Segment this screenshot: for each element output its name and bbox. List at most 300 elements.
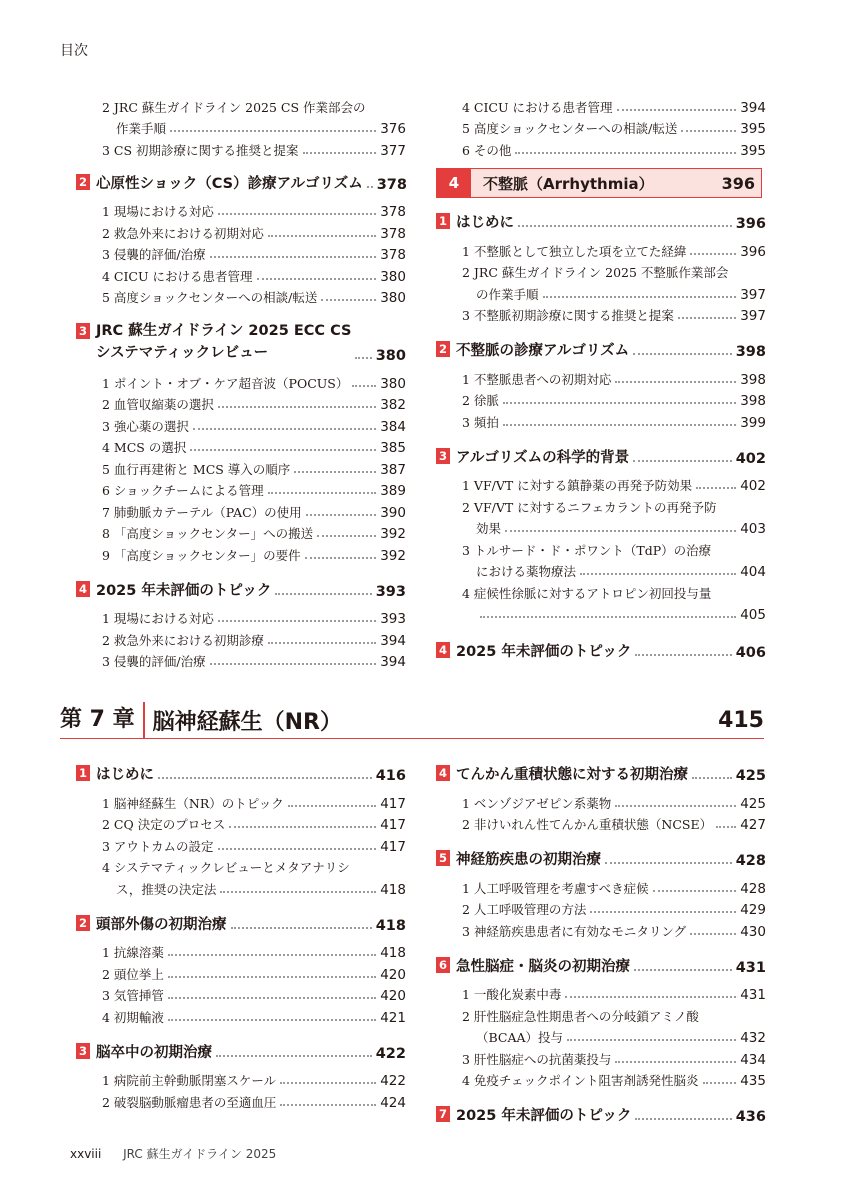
toc-section[interactable] [436, 445, 766, 467]
leader-dots [218, 405, 376, 408]
toc-item-text: 5 高度ショックセンターへの相談/転送 [462, 121, 678, 136]
toc-item-page: 417 [380, 795, 406, 812]
section-title: 心原性ショック（CS）診療アルゴリズム [96, 175, 363, 192]
leader-dots [633, 352, 732, 355]
toc-item[interactable] [436, 473, 766, 495]
leader-dots [317, 534, 376, 537]
toc-item-text: 2 肝性脳症急性期患者への分岐鎖アミノ酸 [462, 1008, 699, 1024]
leader-dots [168, 953, 376, 956]
toc-section[interactable] [76, 1040, 406, 1062]
toc-item-page: 378 [380, 204, 406, 220]
chapter-title: 不整脈（Arrhythmia） [483, 174, 654, 193]
toc-item-text: 1 ポイント・オブ・ケア超音波（POCUS） [102, 375, 349, 391]
leader-dots [505, 529, 736, 532]
section-title: てんかん重積状態に対する初期治療 [456, 767, 688, 783]
leader-dots [168, 1018, 376, 1021]
leader-dots [231, 926, 372, 929]
section-page: 431 [735, 959, 766, 976]
section-page: 406 [735, 645, 766, 661]
toc-item-group [76, 94, 406, 159]
toc-item-group [76, 199, 406, 307]
section-title-line1: JRC 蘇生ガイドライン 2025 ECC CS [96, 323, 352, 339]
toc-item[interactable] [76, 456, 406, 478]
toc-item-page: 377 [380, 142, 406, 159]
toc-item[interactable] [76, 1004, 406, 1026]
toc-item[interactable] [436, 1046, 766, 1068]
toc-item[interactable] [436, 303, 766, 325]
chapter-7-heading[interactable] [60, 702, 764, 739]
toc-item-text: 2 血管収縮薬の選択 [102, 397, 214, 412]
toc-item-page: 424 [380, 1094, 406, 1111]
toc-item[interactable] [76, 833, 406, 855]
toc-item-page: 431 [740, 987, 766, 1003]
toc-item-page: 428 [740, 880, 766, 897]
toc-item[interactable] [76, 285, 406, 307]
leader-dots [634, 968, 732, 971]
toc-item-page: 395 [740, 142, 766, 159]
leader-dots [367, 185, 373, 188]
leader-dots [605, 861, 732, 864]
toc-item-page: 394 [740, 99, 766, 116]
toc-item-text: 3 トルサード・ド・ポワント（TdP）の治療 [462, 542, 712, 558]
chapter-page: 415 [718, 707, 764, 733]
leader-dots [321, 298, 376, 301]
toc-item-text: 8 「高度ショックセンター」への搬送 [102, 526, 314, 541]
leader-dots [257, 277, 377, 280]
toc-item-text: 2 人工呼吸管理の方法 [462, 902, 587, 917]
section-page: 396 [735, 216, 766, 232]
toc-item-page: 384 [380, 418, 406, 435]
leader-dots [518, 224, 732, 227]
toc-item[interactable] [436, 897, 766, 919]
toc-item-text: 4 システマティックレビューとメタアナリシ [102, 860, 350, 875]
section-title: 頭部外傷の初期治療 [96, 916, 227, 933]
toc-item-group [436, 473, 766, 624]
leader-dots [617, 108, 737, 111]
leader-dots [716, 825, 736, 828]
leader-dots [690, 932, 736, 935]
toc-item[interactable] [76, 627, 406, 649]
toc-item[interactable] [76, 478, 406, 500]
toc-item-text: 2 救急外来における初期診療 [102, 632, 264, 648]
toc-item-text: ス，推奨の決定法 [116, 881, 217, 897]
section-number-badge: 3 [76, 1043, 90, 1059]
toc-item[interactable] [76, 855, 406, 877]
toc-item[interactable] [436, 982, 766, 1004]
toc-item[interactable] [436, 94, 766, 116]
leader-dots [633, 459, 732, 462]
leader-dots [170, 129, 376, 132]
toc-item[interactable] [76, 199, 406, 221]
section-page: 422 [375, 1045, 406, 1062]
leader-dots [193, 427, 376, 430]
toc-item-text: 2 JRC 蘇生ガイドライン 2025 不整脈作業部会 [462, 265, 729, 280]
toc-item-page: 398 [740, 393, 766, 409]
section-page: 393 [375, 583, 406, 600]
chapter-label: 第 7 章 [60, 702, 145, 738]
section-page: 378 [376, 176, 407, 193]
toc-item-page: 393 [380, 611, 406, 627]
toc-item-text: 2 破裂脳動脈瘤患者の至適血圧 [102, 1094, 277, 1110]
section-title: 不整脈の診療アルゴリズム [456, 343, 630, 359]
section-title: はじめに [96, 767, 154, 783]
toc-item-text: （BCAA）投与 [476, 1030, 564, 1045]
toc-item-group [76, 1068, 406, 1111]
toc-item-text: 1 不整脈患者への初期対応 [462, 371, 612, 387]
section-title [96, 320, 351, 364]
leader-dots [220, 890, 376, 893]
toc-section[interactable] [436, 954, 766, 976]
leader-dots [615, 1060, 736, 1063]
toc-item-text: 2 頭位挙上 [102, 966, 164, 982]
toc-section[interactable] [76, 320, 406, 364]
toc-item-text: 6 ショックチームによる管理 [102, 483, 264, 498]
toc-item-text: 3 侵襲的評価/治療 [102, 654, 206, 669]
toc-item-page: 403 [740, 521, 766, 537]
section-page: 402 [735, 450, 766, 467]
toc-item-page: 380 [380, 290, 406, 306]
toc-item-text: 3 強心薬の選択 [102, 418, 189, 434]
toc-item[interactable] [436, 790, 766, 812]
toc-item-text: 2 VF/VT に対するニフェカラントの再発予防 [462, 499, 717, 515]
toc-column-left-top [76, 94, 406, 670]
toc-item[interactable] [436, 1025, 766, 1047]
toc-item-page: 417 [380, 838, 406, 855]
leader-dots [229, 825, 376, 828]
toc-item-text: 3 アウトカムの設定 [102, 838, 214, 854]
toc-item-text: 効果 [476, 521, 502, 536]
toc-item-group [436, 366, 766, 431]
toc-item[interactable] [436, 918, 766, 940]
toc-item-text: 1 現場における対応 [102, 204, 214, 219]
toc-item-text: 3 頻拍 [462, 414, 499, 430]
toc-section[interactable] [76, 912, 406, 934]
toc-item-text: 1 VF/VT に対する鎮静薬の再発予防効果 [462, 478, 693, 493]
toc-item-page: 399 [740, 414, 766, 431]
toc-item-page: 418 [380, 945, 406, 961]
section-number-badge: 4 [436, 765, 450, 781]
toc-item-text: 1 人工呼吸管理を考慮すべき症候 [462, 880, 649, 896]
leader-dots [168, 996, 376, 999]
toc-column-right-chapter4 [436, 210, 766, 661]
toc-item-page: 390 [380, 504, 406, 521]
toc-item[interactable] [76, 940, 406, 962]
toc-section[interactable] [436, 210, 766, 232]
leader-dots [210, 255, 377, 258]
chapter-page: 396 [721, 173, 755, 193]
toc-item[interactable] [76, 812, 406, 834]
toc-item[interactable] [436, 875, 766, 897]
toc-item-text: 3 神経筋疾患患者に有効なモニタリング [462, 923, 687, 939]
leader-dots [268, 641, 376, 644]
leader-dots [210, 662, 377, 665]
toc-item-text: 1 不整脈として独立した項を立てた経緯 [462, 243, 687, 259]
toc-item[interactable] [436, 537, 766, 559]
toc-item[interactable] [76, 1068, 406, 1090]
toc-column-right-bottom [436, 762, 766, 1125]
toc-item[interactable] [436, 1003, 766, 1025]
footer-page-number: xxviii [70, 1147, 102, 1161]
toc-item-page: 389 [380, 483, 406, 499]
toc-item-group [76, 790, 406, 898]
toc-section[interactable] [76, 171, 406, 193]
toc-item[interactable] [76, 499, 406, 521]
leader-dots [580, 572, 736, 575]
toc-item[interactable] [76, 961, 406, 983]
toc-item-page: 398 [740, 371, 766, 388]
leader-dots [567, 1038, 736, 1041]
leader-dots [653, 889, 737, 892]
leader-dots [678, 316, 736, 319]
toc-item-page: 397 [740, 286, 766, 303]
toc-item-group [76, 370, 406, 564]
toc-item-text: 6 その他 [462, 142, 512, 158]
leader-dots [305, 556, 377, 559]
section-number-badge: 2 [76, 174, 90, 190]
toc-item-page: 421 [380, 1009, 406, 1026]
leader-dots [615, 380, 736, 383]
toc-item-group [76, 940, 406, 1026]
toc-item[interactable] [76, 392, 406, 414]
toc-item-text: の作業手順 [476, 286, 539, 302]
footer-book-title: JRC 蘇生ガイドライン 2025 [123, 1147, 277, 1161]
toc-item-page: 418 [380, 881, 406, 898]
section-number-badge: 1 [436, 213, 450, 229]
leader-dots [635, 653, 731, 656]
toc-item[interactable] [436, 1068, 766, 1090]
toc-item-group [436, 238, 766, 324]
leader-dots [218, 847, 377, 850]
toc-item-text: 3 侵襲的評価/治療 [102, 247, 206, 262]
toc-item-text: 1 病院前主幹動脈閉塞スケール [102, 1073, 277, 1088]
toc-item-text: 5 血行再建術と MCS 導入の順序 [102, 461, 291, 477]
section-title: 脳卒中の初期治療 [96, 1044, 212, 1061]
page-footer [70, 1145, 276, 1162]
section-title: 急性脳症・脳炎の初期治療 [456, 958, 630, 975]
leader-dots [306, 513, 377, 516]
toc-item[interactable] [436, 409, 766, 431]
toc-item-page: 402 [740, 478, 766, 494]
section-number-badge: 7 [436, 1106, 450, 1122]
leader-dots [480, 615, 736, 618]
leader-dots [590, 910, 736, 913]
chapter-title: 脳神経蘇生（NR） [152, 709, 342, 735]
toc-item-page: 417 [380, 817, 406, 833]
section-number-badge: 3 [436, 448, 450, 464]
toc-item[interactable] [76, 435, 406, 457]
toc-item[interactable] [76, 137, 406, 159]
toc-section[interactable] [436, 338, 766, 360]
leader-dots [280, 1103, 376, 1106]
toc-item-text: 4 症候性徐脈に対するアトロピン初回投与量 [462, 585, 712, 601]
toc-item[interactable] [436, 366, 766, 388]
toc-section[interactable] [76, 578, 406, 600]
toc-item[interactable] [436, 238, 766, 260]
toc-item-text: 4 初期輸液 [102, 1009, 164, 1025]
toc-item[interactable] [76, 606, 406, 628]
toc-item-page: 420 [380, 966, 406, 983]
toc-column-right-top [436, 94, 766, 159]
toc-item[interactable] [436, 812, 766, 834]
leader-dots [696, 486, 736, 489]
toc-item[interactable] [76, 542, 406, 564]
leader-dots [294, 470, 376, 473]
toc-item-text: 5 高度ショックセンターへの相談/転送 [102, 290, 318, 305]
leader-dots [275, 592, 371, 595]
toc-item-text: 4 免疫チェックポイント阻害剤誘発性脳炎 [462, 1073, 699, 1088]
section-number-badge: 3 [76, 323, 90, 339]
toc-item[interactable] [436, 137, 766, 159]
toc-item[interactable] [436, 281, 766, 303]
toc-item-group [436, 982, 766, 1090]
section-page: 428 [735, 853, 766, 869]
leader-dots [503, 423, 736, 426]
leader-dots [218, 212, 376, 215]
toc-item-group [436, 875, 766, 940]
leader-dots [543, 295, 737, 298]
toc-item-text: 2 非けいれん性てんかん重積状態（NCSE） [462, 817, 713, 832]
toc-item-text: における薬物療法 [476, 564, 577, 579]
leader-dots [280, 1081, 376, 1084]
section-number-badge: 2 [76, 915, 90, 931]
toc-item[interactable] [436, 116, 766, 138]
toc-item-page: 427 [740, 817, 766, 833]
toc-item[interactable] [76, 790, 406, 812]
toc-item[interactable] [76, 413, 406, 435]
toc-section[interactable] [436, 639, 766, 661]
toc-item-page: 394 [380, 632, 406, 649]
toc-item-page: 380 [380, 268, 406, 285]
toc-item-page: 378 [380, 247, 406, 263]
toc-item-page: 405 [740, 607, 766, 623]
toc-item-text: 作業手順 [116, 121, 167, 136]
section-page: 418 [375, 917, 406, 934]
toc-item-page: 434 [740, 1051, 766, 1068]
leader-dots [303, 151, 377, 154]
leader-dots [515, 151, 736, 154]
toc-item-group [436, 790, 766, 833]
toc-item-page: 396 [740, 243, 766, 260]
toc-item-page: 395 [740, 121, 766, 137]
toc-item-page: 420 [380, 988, 406, 1004]
section-title: 神経筋疾患の初期治療 [456, 852, 601, 868]
toc-item-page: 435 [740, 1073, 766, 1089]
toc-item-text: 1 現場における対応 [102, 611, 214, 626]
toc-item[interactable] [76, 649, 406, 671]
toc-item-page: 404 [740, 564, 766, 580]
toc-item-page: 429 [740, 902, 766, 918]
toc-item-group [436, 94, 766, 159]
toc-item-text: 4 MCS の選択 [102, 440, 187, 455]
section-number-badge: 5 [436, 850, 450, 866]
leader-dots [168, 975, 376, 978]
section-title: 2025 年未評価のトピック [456, 644, 632, 660]
toc-item-page: 376 [380, 121, 406, 137]
toc-item-text: 3 CS 初期診療に関する推奨と提案 [102, 142, 299, 158]
toc-item[interactable] [436, 494, 766, 516]
toc-item[interactable] [436, 580, 766, 602]
toc-item[interactable] [436, 559, 766, 581]
toc-section[interactable] [436, 847, 766, 869]
toc-item[interactable] [436, 388, 766, 410]
toc-section[interactable] [76, 762, 406, 784]
leader-dots [268, 234, 376, 237]
section-title: アルゴリズムの科学的背景 [456, 449, 630, 466]
toc-item-text: 2 JRC 蘇生ガイドライン 2025 CS 作業部会の [102, 99, 366, 115]
toc-item[interactable] [76, 521, 406, 543]
toc-item-page: 432 [740, 1030, 766, 1046]
toc-item-text: 2 救急外来における初期対応 [102, 225, 264, 241]
section-page: 380 [375, 348, 406, 364]
section-number-badge: 1 [76, 765, 90, 781]
leader-dots [615, 804, 736, 807]
toc-item-text: 3 不整脈初期診療に関する推奨と提案 [462, 308, 674, 323]
toc-item[interactable] [76, 94, 406, 116]
toc-item-page: 422 [380, 1073, 406, 1089]
toc-item[interactable] [76, 116, 406, 138]
toc-item-text: 3 肝性脳症への抗菌薬投与 [462, 1051, 612, 1067]
toc-item[interactable] [76, 1089, 406, 1111]
toc-item-group [76, 606, 406, 671]
leader-dots [288, 804, 376, 807]
toc-item[interactable] [436, 602, 766, 624]
header-label: 目次 [60, 43, 88, 59]
toc-item[interactable] [436, 516, 766, 538]
toc-item[interactable] [76, 242, 406, 264]
toc-item-text: 4 CICU における患者管理 [102, 268, 253, 284]
toc-item[interactable] [76, 220, 406, 242]
section-page: 436 [735, 1109, 766, 1125]
section-title-line2: システマティックレビュー [96, 345, 269, 361]
toc-item[interactable] [76, 263, 406, 285]
leader-dots [218, 619, 376, 622]
toc-item[interactable] [436, 260, 766, 282]
toc-item-text: 2 徐脈 [462, 393, 499, 408]
toc-item-page: 392 [380, 547, 406, 564]
chapter-number-badge: 4 [437, 169, 471, 197]
section-number-badge: 6 [436, 957, 450, 973]
leader-dots [681, 129, 736, 132]
toc-item-page: 425 [740, 795, 766, 812]
toc-column-left-bottom [76, 762, 406, 1111]
toc-item-text: 1 脳神経蘇生（NR）のトピック [102, 795, 284, 811]
section-title: 2025 年未評価のトピック [96, 582, 272, 599]
leader-dots [503, 401, 736, 404]
leader-dots [692, 776, 732, 779]
toc-item[interactable] [76, 983, 406, 1005]
toc-item-text: 7 肺動脈カテーテル（PAC）の使用 [102, 504, 302, 520]
toc-item-page: 378 [380, 225, 406, 242]
chapter-4-heading[interactable] [436, 168, 762, 198]
toc-section[interactable] [436, 762, 766, 784]
leader-dots [690, 252, 736, 255]
leader-dots [190, 448, 376, 451]
toc-item[interactable] [76, 370, 406, 392]
leader-dots [352, 384, 376, 387]
toc-item-page: 380 [380, 375, 406, 392]
toc-item-page: 394 [380, 654, 406, 670]
toc-item-text: 1 一酸化炭素中毒 [462, 987, 562, 1002]
toc-item[interactable] [76, 876, 406, 898]
section-title: 2025 年未評価のトピック [456, 1108, 632, 1124]
toc-item-page: 430 [740, 923, 766, 940]
toc-section[interactable] [436, 1103, 766, 1125]
toc-item-text: 9 「高度ショックセンター」の要件 [102, 547, 301, 563]
leader-dots [355, 356, 371, 359]
section-page: 425 [735, 768, 766, 784]
toc-item-text: 3 気管挿管 [102, 988, 164, 1003]
section-number-badge: 4 [436, 642, 450, 658]
